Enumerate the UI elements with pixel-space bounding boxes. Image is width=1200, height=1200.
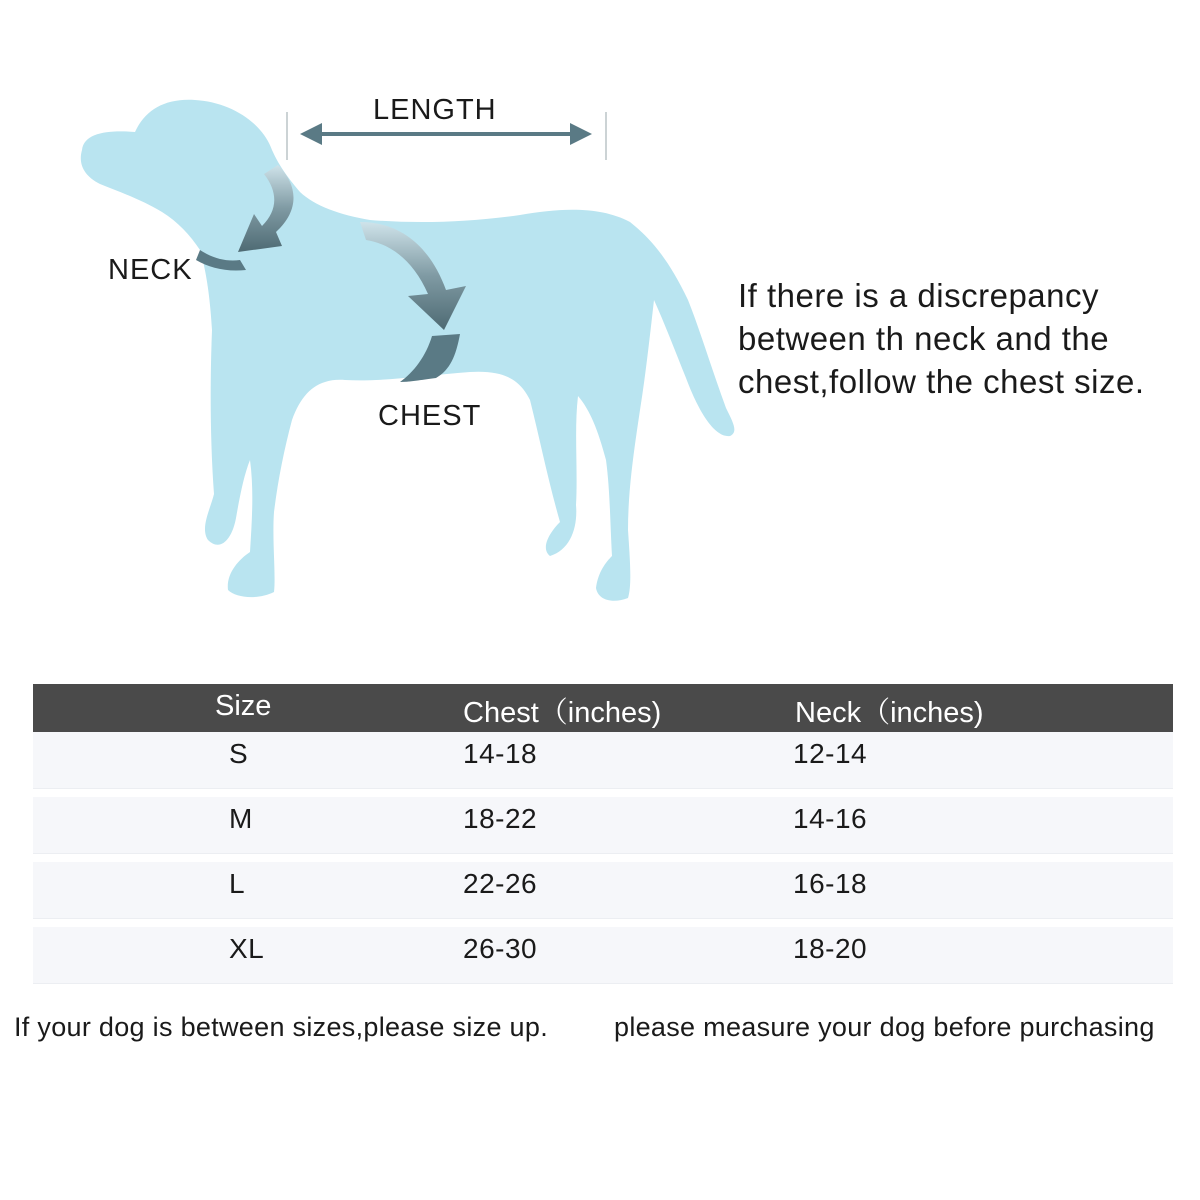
header-neck: Neck（inches) (795, 697, 984, 729)
size-up-note: If your dog is between sizes,please size up. (14, 1012, 548, 1042)
dog-shape (81, 100, 735, 601)
cell-size: XL (229, 933, 265, 964)
table-row (33, 797, 1173, 854)
cell-neck: 12-14 (793, 738, 868, 769)
cell-chest: 26-30 (463, 933, 538, 964)
chest-label: CHEST (378, 400, 482, 432)
header-chest: Chest（inches) (463, 697, 662, 729)
neck-label: NECK (108, 254, 193, 286)
cell-chest: 22-26 (463, 868, 538, 899)
cell-chest: 14-18 (463, 738, 538, 769)
discrepancy-note: If there is a discrepancy between th neck and the chest,follow the chest size. (738, 277, 1145, 400)
length-label: LENGTH (373, 94, 497, 126)
cell-neck: 14-16 (793, 803, 868, 834)
size-chart-table (33, 684, 1173, 992)
length-arrow-head-right (570, 123, 592, 145)
measure-note: please measure your dog before purchasing (614, 1012, 1155, 1042)
cell-size: M (229, 803, 253, 834)
cell-neck: 18-20 (793, 933, 868, 964)
cell-size: S (229, 738, 249, 769)
cell-chest: 18-22 (463, 803, 538, 834)
table-row (33, 927, 1173, 984)
cell-neck: 16-18 (793, 868, 868, 899)
table-row (33, 732, 1173, 789)
table-row (33, 862, 1173, 919)
length-arrow-head-left (300, 123, 322, 145)
table-header (33, 684, 1173, 732)
cell-size: L (229, 868, 246, 899)
header-size: Size (215, 690, 272, 722)
